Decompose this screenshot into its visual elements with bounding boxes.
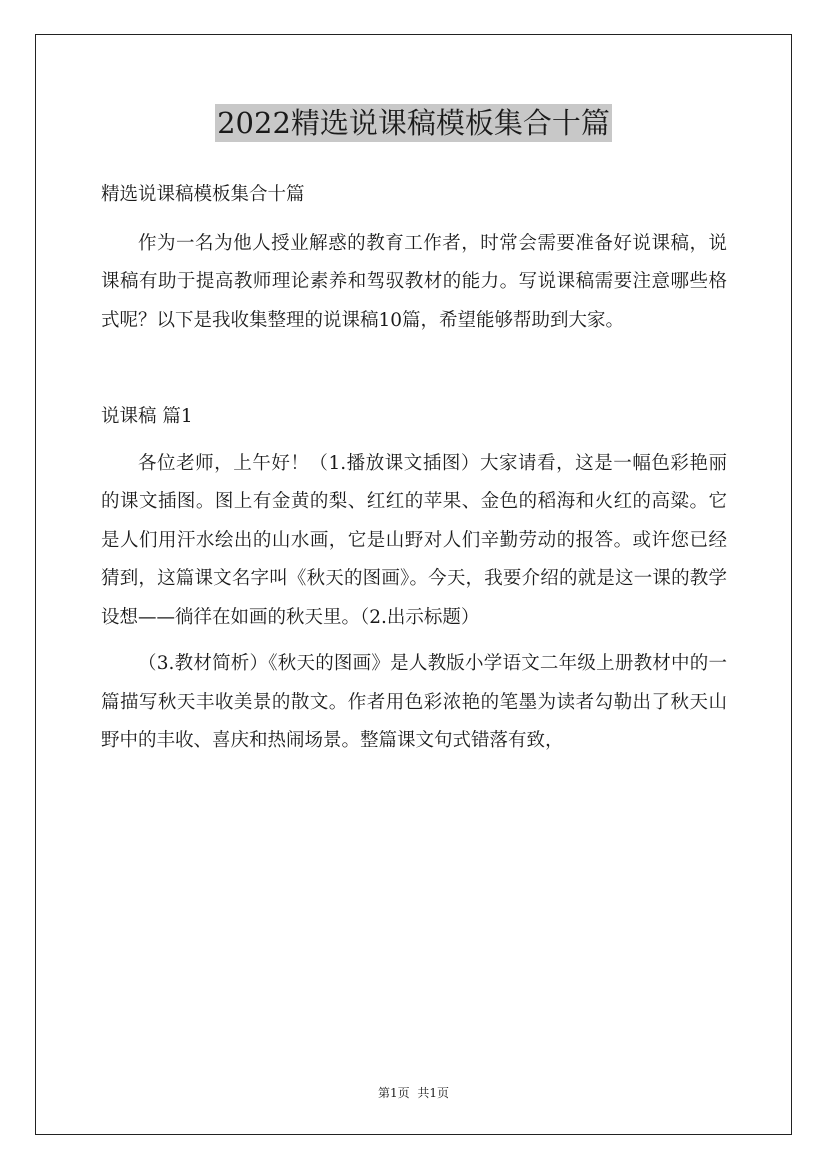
intro-paragraph: 作为一名为他人授业解惑的教育工作者，时常会需要准备好说课稿，说课稿有助于提高教师理论素养和驾驭教材的能力。写说课稿需要注意哪些格式呢？以下是我收集整理的说课稿10篇，希望能够帮助到大家。	[101, 232, 727, 331]
document-title: 2022精选说课稿模板集合十篇	[217, 106, 610, 140]
document-body	[101, 176, 727, 761]
document-subtitle: 精选说课稿模板集合十篇	[101, 184, 305, 205]
page-number: 第1页	[377, 1086, 410, 1100]
section-heading: 说课稿 篇1	[101, 406, 193, 427]
body-paragraph: 各位老师，上午好！（1.播放课文插图）大家请看，这是一幅色彩艳丽的课文插图。图上有金黄的梨、红红的苹果、金色的稻海和火红的高粱。它是人们用汗水绘出的山水画，它是山野对人们辛勤劳动的报答。或许您已经猜到，这篇课文名字叫《秋天的图画》。今天，我要介绍的就是这一课的教学设想——徜徉在如画的秋天里。（2.出示标题）	[101, 452, 727, 628]
section-spacer	[101, 340, 727, 398]
page-total: 共1页	[417, 1086, 450, 1100]
title-container	[0, 104, 827, 142]
page-footer	[0, 1084, 827, 1101]
body-paragraph: （3.教材简析）《秋天的图画》是人教版小学语文二年级上册教材中的一篇描写秋天丰收美景的散文。作者用色彩浓艳的笔墨为读者勾勒出了秋天山野中的丰收、喜庆和热闹场景。整篇课文句式错落有致，	[101, 653, 727, 751]
